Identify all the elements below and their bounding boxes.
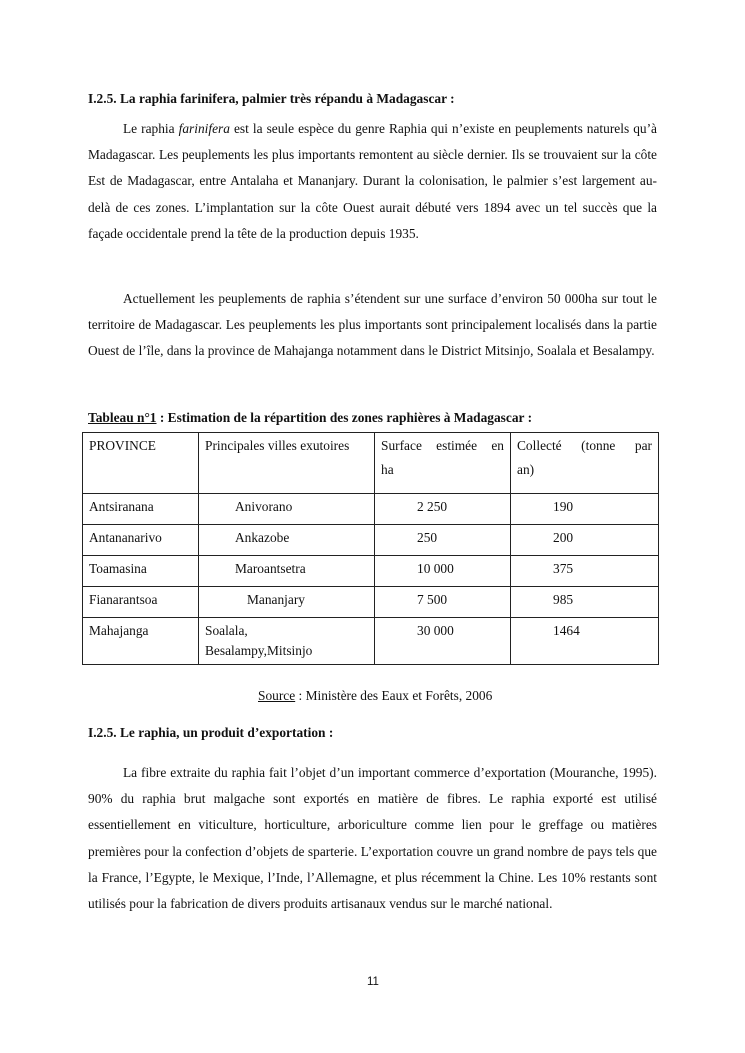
raphia-zones-table xyxy=(82,432,659,665)
species-name-italic: farinifera xyxy=(178,121,230,136)
cell-collecte: 375 xyxy=(511,556,659,587)
cell-villes: Ankazobe xyxy=(199,525,375,556)
cell-villes: Anivorano xyxy=(199,494,375,525)
table-row xyxy=(83,618,659,665)
cell-villes: Mananjary xyxy=(199,587,375,618)
paragraph-peuplements: Actuellement les peuplements de raphia s’étendent sur une surface d’environ 50 000ha sur tout le territoire de Madagascar. Les peuplements les plus importants sont principalement localisés dans la partie Ouest de l’île, dans la province de Mahajanga notamment dans le District Mitsinjo, Soalala et Besalampy. xyxy=(88,291,657,359)
cell-surface: 10 000 xyxy=(375,556,511,587)
table-row xyxy=(83,525,659,556)
cell-collecte: 200 xyxy=(511,525,659,556)
cell-villes xyxy=(199,618,375,665)
cell-surface: 250 xyxy=(375,525,511,556)
page-number: 11 xyxy=(367,976,379,988)
header-collecte-line1: Collecté (tonne par xyxy=(517,438,652,453)
header-collecte xyxy=(511,433,659,494)
table-header-row xyxy=(83,433,659,494)
cell-surface: 2 250 xyxy=(375,494,511,525)
paragraph-exportation: La fibre extraite du raphia fait l’objet d’un important commerce d’exportation (Mouranche, 1995). 90% du raphia brut malgache sont exportés en matière de fibres. Le raphia exporté est utilisé essentiellement en viticulture, horticulture, arboriculture comme lien pour le greffage ou matières premières pour la confection d’objets de sparterie. L’exportation couvre un grand nombre de pays tels que la France, l’Egypte, le Mexique, l’Inde, l’Allemagne, et plus récemment la Chine. Les 10% restants sont utilisés pour la fabrication de divers produits artisanaux vendus sur le marché national. xyxy=(88,765,657,912)
table-row xyxy=(83,556,659,587)
header-surface-line1: Surface estimée en xyxy=(381,438,504,453)
cell-collecte: 1464 xyxy=(511,618,659,665)
header-province: PROVINCE xyxy=(83,433,199,494)
header-surface xyxy=(375,433,511,494)
source-text: : Ministère des Eaux et Forêts, 2006 xyxy=(295,688,493,703)
section-heading-exportation: I.2.5. Le raphia, un produit d’exportation : xyxy=(88,725,334,740)
cell-province: Fianarantsoa xyxy=(83,587,199,618)
header-villes: Principales villes exutoires xyxy=(199,433,375,494)
paragraph-text-rest: est la seule espèce du genre Raphia qui n’existe en peuplements naturels qu’à Madagascar. Les peuplements les plus importants remontent au siècle dernier. Ils se trouvaient sur la côte Est de Madagascar, entre Antalaha et Mananjary. Durant la colonisation, le palmier s’est largement au-delà de ces zones. L’implantation sur la côte Ouest aurait débuté vers 1894 avec un tel succès que la façade occidentale prend la tête de la production depuis 1935. xyxy=(88,121,657,241)
cell-surface: 7 500 xyxy=(375,587,511,618)
cell-collecte: 985 xyxy=(511,587,659,618)
cell-collecte: 190 xyxy=(511,494,659,525)
cell-province: Mahajanga xyxy=(83,618,199,665)
paragraph-text-start: Le raphia xyxy=(123,121,179,136)
table-caption-text: : Estimation de la répartition des zones raphières à Madagascar : xyxy=(156,410,533,425)
cell-province: Toamasina xyxy=(83,556,199,587)
cell-surface: 30 000 xyxy=(375,618,511,665)
cell-province: Antsiranana xyxy=(83,494,199,525)
header-surface-line2: ha xyxy=(381,462,394,477)
paragraph-raphia-farinifera xyxy=(88,116,657,247)
cell-villes: Maroantsetra xyxy=(199,556,375,587)
table-caption-label: Tableau n°1 xyxy=(88,410,157,425)
header-collecte-line2: an) xyxy=(517,462,535,477)
source-label: Source xyxy=(258,688,296,703)
table-row xyxy=(83,494,659,525)
table-row xyxy=(83,587,659,618)
cell-villes-line1: Soalala, xyxy=(205,623,248,638)
table-caption xyxy=(88,410,532,426)
cell-province: Antananarivo xyxy=(83,525,199,556)
cell-villes-line2: Besalampy,Mitsinjo xyxy=(205,643,313,658)
section-heading-raphia-farinifera: I.2.5. La raphia farinifera, palmier très répandu à Madagascar : xyxy=(88,91,455,106)
table-source xyxy=(258,688,492,704)
